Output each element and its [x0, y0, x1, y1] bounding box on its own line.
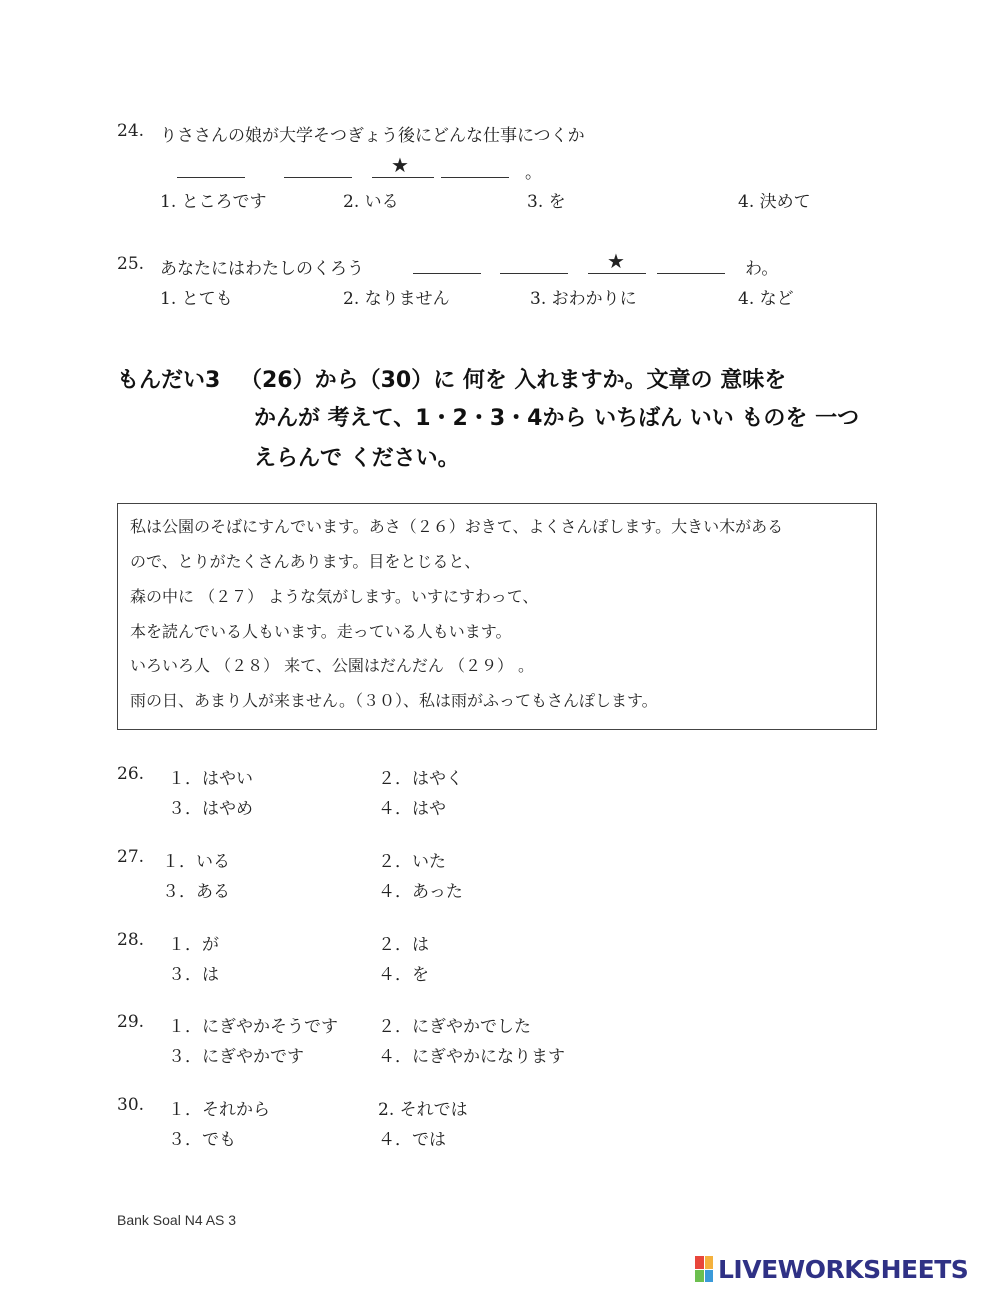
liveworksheets-mark-icon	[695, 1256, 713, 1282]
q26-option-1[interactable]: １．はやい	[168, 769, 253, 789]
q27-option-1[interactable]: １．いる	[162, 852, 230, 872]
passage-line-4: 本を読んでいる人もいます。走っている人もいます。	[130, 622, 512, 641]
q28-option-2[interactable]: ２．は	[378, 935, 429, 955]
q26-option-2[interactable]: ２．はやく	[378, 769, 463, 789]
q28-number: 28.	[117, 930, 145, 950]
q29-option-1[interactable]: １．にぎやかそうです	[168, 1017, 338, 1037]
passage-line-1: 私は公園のそばにすんでいます。あさ（２６）おきて、よくさんぽします。大きい木がある	[130, 517, 784, 536]
q27-option-3[interactable]: ３．ある	[162, 882, 230, 902]
q26-option-3[interactable]: ３．はやめ	[168, 799, 253, 819]
passage-line-6: 雨の日、あまり人が来ません。（３０）、私は雨がふってもさんぽします。	[130, 691, 658, 710]
q26-option-4[interactable]: ４．はや	[378, 799, 446, 819]
q25-blank-4[interactable]	[657, 273, 725, 274]
q29-option-3[interactable]: ３．にぎやかです	[168, 1047, 304, 1067]
q25-option-3[interactable]: 3. おわかりに	[530, 289, 637, 309]
section3-instruction-line2: かんが 考えて、1・2・3・4から いちばん いい ものを 一つ	[254, 406, 860, 431]
q24-option-3[interactable]: 3. を	[527, 192, 566, 212]
q28-option-1[interactable]: １．が	[168, 935, 219, 955]
q25-option-1[interactable]: 1. とても	[160, 289, 233, 309]
q29-option-2[interactable]: ２．にぎやかでした	[378, 1017, 531, 1037]
logo-text: LIVEWORKSHEETS	[718, 1254, 969, 1284]
q25-option-2[interactable]: 2. なりません	[343, 289, 450, 309]
q24-blank-2[interactable]	[284, 177, 352, 178]
q25-option-4[interactable]: 4. など	[738, 289, 794, 309]
passage-line-3: 森の中に （２７） ような気がします。いすにすわって、	[130, 587, 539, 606]
q24-blank-3[interactable]	[372, 177, 434, 178]
q24-option-2[interactable]: 2. いる	[343, 192, 399, 212]
q30-number: 30.	[117, 1095, 145, 1115]
q28-option-3[interactable]: ３．は	[168, 965, 219, 985]
passage-line-2: ので、とりがたくさんあります。目をとじると、	[130, 552, 481, 571]
q25-blank-2[interactable]	[500, 273, 568, 274]
q25-end: わ。	[745, 259, 779, 279]
liveworksheets-logo[interactable]	[695, 1252, 968, 1286]
q27-number: 27.	[117, 847, 145, 867]
q30-option-1[interactable]: １．それから	[168, 1100, 270, 1120]
q27-option-2[interactable]: ２．いた	[378, 852, 446, 872]
q30-option-4[interactable]: ４．では	[378, 1130, 446, 1150]
q29-option-4[interactable]: ４．にぎやかになります	[378, 1047, 565, 1067]
section3-title: もんだい3	[117, 368, 221, 393]
q24-star-icon: ★	[391, 153, 409, 177]
section3-instruction-line3: えらんで ください。	[254, 446, 460, 471]
section3-instruction-line1: （26）から（30）に 何を 入れますか。文章の 意味を	[240, 368, 787, 393]
q24-blank-4[interactable]	[441, 177, 509, 178]
q24-end: 。	[525, 163, 542, 183]
q24-text: りささんの娘が大学そつぎょう後にどんな仕事につくか	[160, 126, 585, 146]
q26-number: 26.	[117, 764, 145, 784]
q29-number: 29.	[117, 1012, 145, 1032]
q24-number: 24.	[117, 121, 145, 141]
q24-option-1[interactable]: 1. ところです	[160, 192, 267, 212]
q30-option-2[interactable]: 2. それでは	[378, 1100, 468, 1120]
q25-number: 25.	[117, 254, 145, 274]
q25-star-icon: ★	[607, 249, 625, 273]
q24-option-4[interactable]: 4. 決めて	[738, 192, 811, 212]
q24-blank-1[interactable]	[177, 177, 245, 178]
q25-text: あなたにはわたしのくろう	[160, 259, 364, 279]
q28-option-4[interactable]: ４．を	[378, 965, 429, 985]
passage-line-5: いろいろ人 （２８） 来て、公園はだんだん （２９） 。	[130, 656, 535, 675]
q25-blank-1[interactable]	[413, 273, 481, 274]
q25-blank-3[interactable]	[588, 273, 646, 274]
q27-option-4[interactable]: ４．あった	[378, 882, 463, 902]
q30-option-3[interactable]: ３．でも	[168, 1130, 236, 1150]
footer-label: Bank Soal N4 AS 3	[117, 1212, 237, 1228]
